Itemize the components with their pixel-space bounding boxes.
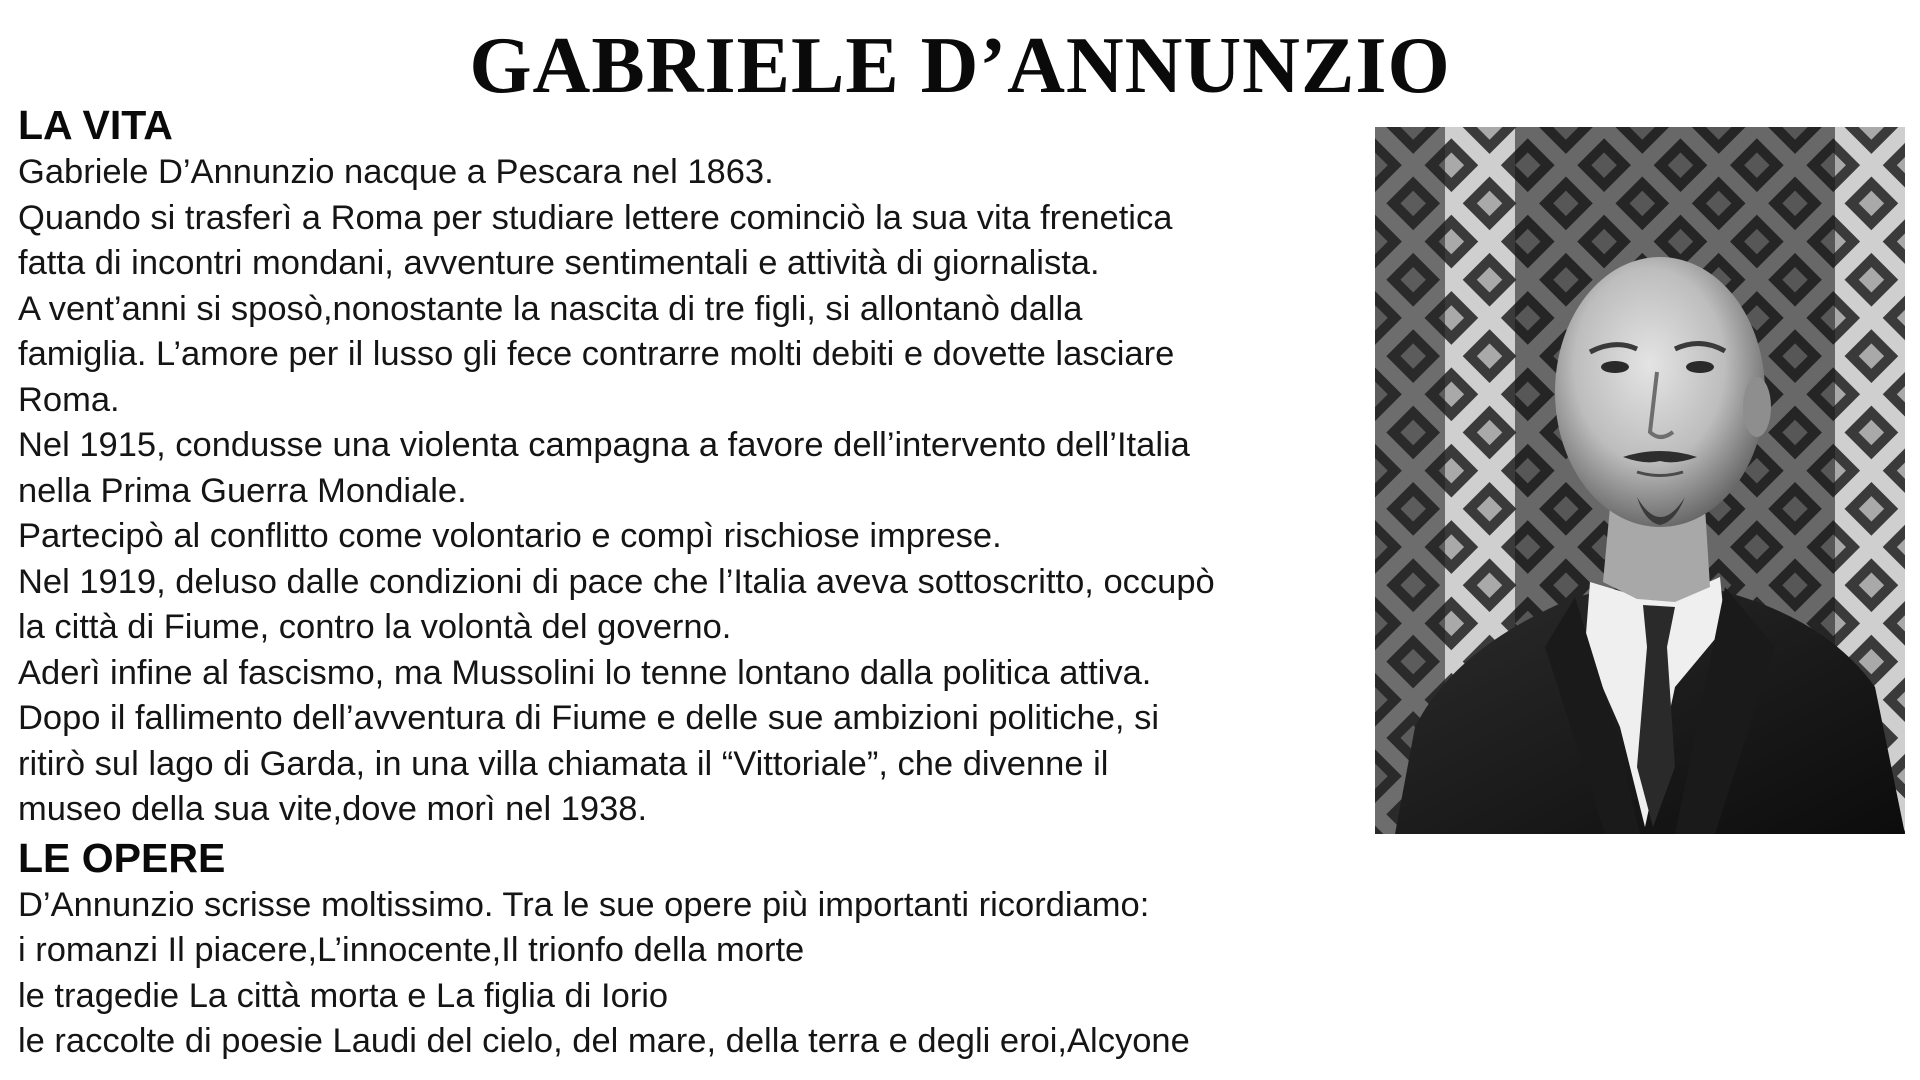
vita-line: ritirò sul lago di Garda, in una villa chiamata il “Vittoriale”, che divenne il: [18, 744, 1109, 783]
section-heading-opere: LE OPERE: [18, 834, 226, 881]
vita-line: fatta di incontri mondani, avventure sentimentali e attività di giornalista.: [18, 244, 1100, 282]
vita-line: Dopo il fallimento dell’avventura di Fiume e delle sue ambizioni politiche, si: [18, 699, 1159, 737]
vita-line: Partecipò al conflitto come volontario e compì rischiose imprese.: [18, 517, 1002, 555]
opere-line: le raccolte di poesie Laudi del cielo, del mare, della terra e degli eroi,Alcyone: [18, 1022, 1190, 1060]
text-column: [18, 100, 1358, 1065]
opere-line: i romanzi Il piacere,L’innocente,Il trionfo della morte: [18, 931, 805, 969]
page-title: GABRIELE D’ANNUNZIO: [469, 22, 1451, 110]
opere-body: [18, 883, 1358, 1065]
vita-line: A vent’anni si sposò,nonostante la nascita di tre figli, si allontanò dalla: [18, 289, 1083, 328]
vita-line: nella Prima Guerra Mondiale.: [18, 471, 467, 510]
vita-line: Aderì infine al fascismo, ma Mussolini lo tenne lontano dalla politica attiva.: [18, 653, 1152, 692]
opere-line: le tragedie La città morta e La figlia di Iorio: [18, 976, 669, 1015]
vita-line: Nel 1915, condusse una violenta campagna a favore dell’intervento dell’Italia: [18, 426, 1190, 464]
section-heading-vita: LA VITA: [18, 102, 173, 148]
vita-line: Gabriele D’Annunzio nacque a Pescara nel 1863.: [18, 153, 774, 191]
portrait-illustration: [1375, 127, 1905, 834]
vita-line: Nel 1919, deluso dalle condizioni di pace che l’Italia aveva sottoscritto, occupò: [18, 562, 1215, 601]
vita-line: Roma.: [18, 380, 120, 419]
vita-body: [18, 150, 1358, 833]
portrait-photo: [1375, 127, 1905, 834]
vita-line: famiglia. L’amore per il lusso gli fece contrarre molti debiti e dovette lasciare: [18, 335, 1175, 373]
vita-line: Quando si trasferì a Roma per studiare lettere cominciò la sua vita frenetica: [18, 198, 1173, 237]
vita-line: la città di Fiume, contro la volontà del governo.: [18, 608, 732, 646]
opere-line: D’Annunzio scrisse moltissimo. Tra le sue opere più importanti ricordiamo:: [18, 885, 1150, 924]
vita-line: museo della sua vite,dove morì nel 1938.: [18, 790, 648, 828]
